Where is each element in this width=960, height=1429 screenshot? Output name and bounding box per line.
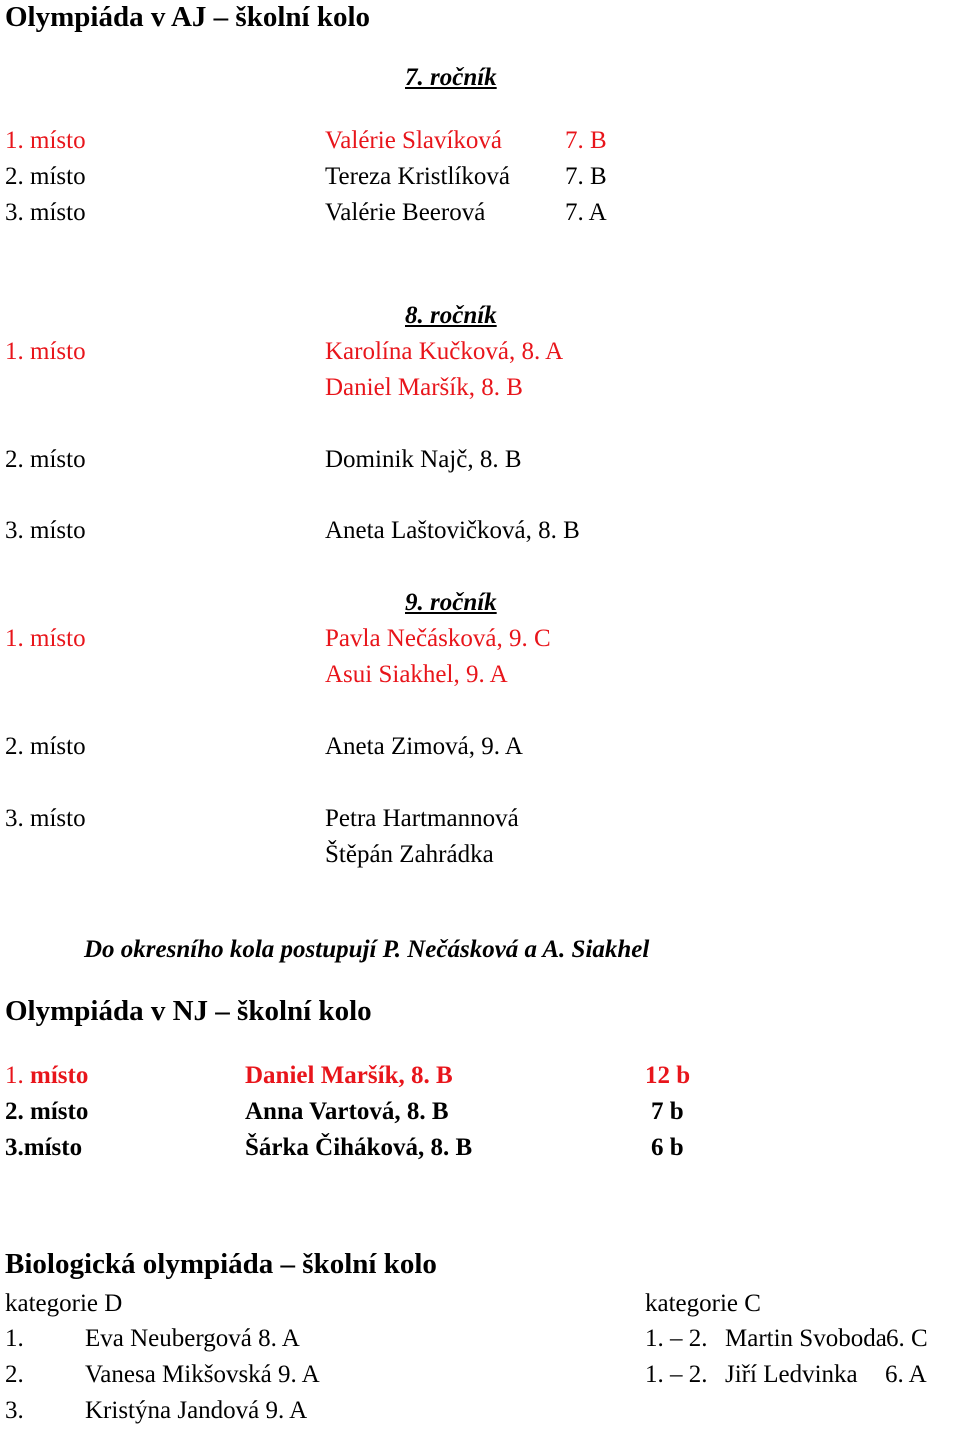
aj-g9-name-1a: Pavla Nečásková, 9. C — [325, 625, 551, 652]
nj-title: Olympiáda v NJ – školní kolo — [5, 995, 372, 1027]
nj-name-2: Anna Vartová, 8. B — [245, 1098, 449, 1125]
aj-g9-place-3: 3. místo — [5, 805, 86, 832]
aj-g7-name-3: Valérie Beerová — [325, 199, 486, 226]
bio-d-name-1: Eva Neubergová 8. A — [85, 1325, 300, 1352]
bio-d-num-2: 2. — [5, 1361, 24, 1388]
aj-g7-class-3: 7. A — [565, 199, 607, 226]
aj-g7-name-2: Tereza Kristlíková — [325, 163, 510, 190]
bio-c-class-2: 6. A — [885, 1361, 927, 1388]
aj-grade7-heading: 7. ročník — [405, 64, 497, 91]
nj-points-3: 6 b — [651, 1134, 684, 1161]
aj-g7-place-1: 1. místo — [5, 127, 86, 154]
aj-g9-place-2: 2. místo — [5, 733, 86, 760]
aj-g7-class-1: 7. B — [565, 127, 607, 154]
bio-d-name-3: Kristýna Jandová 9. A — [85, 1397, 308, 1424]
aj-g9-name-1b: Asui Siakhel, 9. A — [325, 661, 508, 688]
bio-c-class-1: 6. C — [886, 1325, 928, 1352]
aj-g8-name-1b: Daniel Maršík, 8. B — [325, 374, 523, 401]
aj-g8-name-2: Dominik Najč, 8. B — [325, 446, 522, 473]
nj-place-3: 3.místo — [5, 1134, 83, 1161]
bio-c-num-2: 1. – 2. — [645, 1361, 708, 1388]
nj-name-3: Šárka Čiháková, 8. B — [245, 1134, 473, 1161]
nj-place-2: 2. místo — [5, 1098, 89, 1125]
aj-g7-class-2: 7. B — [565, 163, 607, 190]
aj-g8-place-2: 2. místo — [5, 446, 86, 473]
aj-g8-name-3: Aneta Laštovičková, 8. B — [325, 517, 580, 544]
aj-grade8-heading: 8. ročník — [405, 302, 497, 329]
nj-place-1 — [5, 1061, 88, 1091]
bio-cat-d-label: kategorie D — [5, 1290, 123, 1317]
aj-g8-name-1a: Karolína Kučková, 8. A — [325, 338, 564, 365]
aj-g8-place-3: 3. místo — [5, 517, 86, 544]
bio-d-name-2: Vanesa Mikšovská 9. A — [85, 1361, 320, 1388]
aj-title: Olympiáda v AJ – školní kolo — [5, 1, 371, 33]
aj-advancement-note: Do okresního kola postupují P. Nečásková a A. Siakhel — [84, 936, 650, 963]
aj-g9-place-1: 1. místo — [5, 625, 86, 652]
aj-grade9-heading: 9. ročník — [405, 589, 497, 616]
nj-name-1: Daniel Maršík, 8. B — [245, 1062, 453, 1089]
bio-c-name-1: Martin Svoboda — [725, 1325, 887, 1352]
nj-place-1-num: 1. — [5, 1062, 24, 1089]
aj-g9-name-3b: Štěpán Zahrádka — [325, 841, 494, 868]
aj-g7-name-1: Valérie Slavíková — [325, 127, 503, 154]
bio-cat-c-label: kategorie C — [645, 1290, 761, 1317]
aj-g9-name-3a: Petra Hartmannová — [325, 805, 519, 832]
bio-title: Biologická olympiáda – školní kolo — [5, 1248, 437, 1280]
bio-c-name-2: Jiří Ledvinka — [725, 1361, 858, 1388]
bio-d-num-3: 3. — [5, 1397, 24, 1424]
aj-g9-name-2: Aneta Zimová, 9. A — [325, 733, 523, 760]
nj-points-2: 7 b — [651, 1098, 684, 1125]
nj-points-1: 12 b — [645, 1062, 691, 1089]
aj-g7-place-3: 3. místo — [5, 199, 86, 226]
bio-c-num-1: 1. – 2. — [645, 1325, 708, 1352]
bio-d-num-1: 1. — [5, 1325, 24, 1352]
nj-place-1-word: místo — [30, 1062, 89, 1089]
aj-g8-place-1: 1. místo — [5, 338, 86, 365]
aj-g7-place-2: 2. místo — [5, 163, 86, 190]
